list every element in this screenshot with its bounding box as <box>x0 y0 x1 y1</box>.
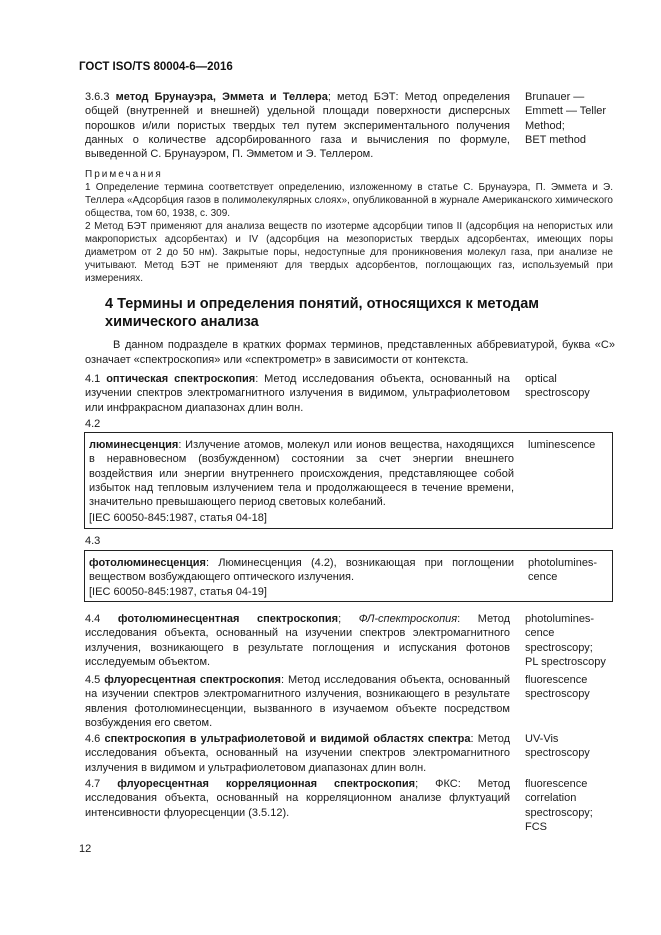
term-entry-4-7 <box>85 777 615 833</box>
term-name: флуоресцентная спектроскопия <box>104 674 281 686</box>
english-line: cence <box>528 571 558 584</box>
term-number: 4.4 <box>85 613 101 625</box>
page-number: 12 <box>79 843 92 855</box>
term-text: : Метод исследования объекта, основанный на изучении спектров электромагнитного излучения, возникающего в результате поглощения и испускания фотонов исследуемым объектом. <box>85 613 510 668</box>
term-text: ; метод БЭТ: Метод определения общей (внутренней и внешней) удельной площади поверхности дисперсных порошков и/или пористых твердых тел путем экспериментального получения данных о количестве адсорбированного газа и вычисления по формуле, выведенной С. Брунауэром, П. Эмметом и Э. Теллером. <box>85 91 510 161</box>
english-line: spectroscopy <box>525 747 590 760</box>
term-english <box>525 777 615 834</box>
term-number: 4.7 <box>85 778 101 790</box>
english-line: Method; <box>525 119 565 132</box>
term-definition <box>85 90 510 161</box>
term-definition <box>85 777 510 820</box>
notes-block <box>85 168 613 285</box>
english-line: spectroscopy <box>525 688 590 701</box>
term-definition <box>89 556 514 585</box>
note-2: 2 Метод БЭТ применяют для анализа веществ по изотерме адсорбции типов II (адсорбция на непористых или макропористых адсорбентах) и IV (адсорбция на мезопористых твердых адсорбентах, имеющих поры диаметром от 2 до 50 нм). Закрытые поры, недоступные для проникновения молекул газа, при анализе не учитывают. Метод БЭТ не применяют для твердых адсорбентов, поглощающих газ, используемый при измерениях. <box>85 221 613 284</box>
term-number: 4.1 <box>85 373 101 385</box>
english-line: photolumines- <box>525 613 595 625</box>
english-line: correlation <box>525 792 577 805</box>
term-entry-3-6-3 <box>85 90 615 161</box>
english-line: luminescence <box>528 439 596 451</box>
english-line: UV-Vis <box>525 733 559 745</box>
term-name: люминесценция <box>89 439 179 451</box>
term-entry-4-4 <box>85 612 615 669</box>
term-english <box>525 372 615 401</box>
term-number-4-3: 4.3 <box>85 535 101 547</box>
english-line: PL spectroscopy <box>525 655 606 668</box>
term-number: 4.6 <box>85 733 101 745</box>
term-definition <box>85 372 510 415</box>
section-title-line: 4 Термины и определения понятий, относящихся к методам <box>105 296 539 312</box>
term-definition <box>85 612 510 669</box>
english-line: fluorescence <box>525 674 588 686</box>
term-text: : Люминесценция (4.2), возникающая при поглощении веществом возбуждающего оптического излучения. <box>89 557 514 584</box>
notes-title: Примечания <box>85 169 163 180</box>
term-name: оптическая спектроскопия <box>106 373 256 385</box>
term-english <box>525 612 615 669</box>
term-english <box>525 90 615 147</box>
term-abbreviation: ФЛ-спектроскопия <box>358 613 458 625</box>
term-reference: [IEC 60050-845:1987, статья 04-19] <box>89 586 267 598</box>
term-text: ; ФКС: Метод исследования объекта, основанный на корреляционном анализе флуктуаций интенсивности флуоресценции (3.5.12). <box>85 778 510 819</box>
term-box-4-2 <box>84 432 613 529</box>
term-text: : Метод исследования объекта, основанный на изучении спектров электромагнитного излучения, возникающего в результате явления фотолюминесценции, вызванного в изучаемом объекте посредством возбуждения его светом. <box>85 674 510 729</box>
english-line: BET method <box>525 133 586 146</box>
english-line: Emmett — Teller <box>525 105 607 118</box>
section-title-line: химического анализа <box>105 314 259 330</box>
term-text: : Метод исследования объекта, основанный на изучении спектров электромагнитного излучения в видимом, ультрафиолетовом или инфракрасном диапазонах длин волн. <box>85 373 510 414</box>
term-english <box>525 732 615 761</box>
english-line: optical <box>525 373 557 385</box>
english-line: cence <box>525 627 555 640</box>
term-english <box>528 438 613 452</box>
section-intro <box>85 338 615 368</box>
english-line: spectroscopy; <box>525 806 593 819</box>
term-english <box>528 556 613 585</box>
term-text: : Излучение атомов, молекул или ионов вещества, находящихся в неравновесном (возбужденном) состоянии за счет энергии внешнего воздействия или энергии внутреннего происхождения, представляющее собой избыток над тепловым излучением тела и продолжающееся в течение времени, значительно превышающего период световых колебаний. <box>89 439 514 509</box>
section-title <box>105 295 539 331</box>
english-line: photolumines- <box>528 557 598 569</box>
english-line: spectroscopy <box>525 387 590 400</box>
term-definition <box>89 438 514 509</box>
term-name: спектроскопия в ультрафиолетовой и видимой областях спектра <box>104 733 471 745</box>
term-english <box>525 673 615 702</box>
english-line: FCS <box>525 820 547 833</box>
english-line: fluorescence <box>525 778 588 790</box>
term-reference: [IEC 60050-845:1987, статья 04-18] <box>89 512 267 524</box>
term-text: : Метод исследования объекта, основанный на изучении спектров электромагнитного излучения в видимом и ультрафиолетовом диапазонах длин волн. <box>85 733 510 774</box>
document-header: ГОСТ ISO/TS 80004-6—2016 <box>79 61 233 73</box>
term-entry-4-5 <box>85 673 615 730</box>
term-name: фотолюминесцентная спектроскопия <box>117 613 339 625</box>
term-entry-4-1 <box>85 372 615 415</box>
separator: ; <box>338 613 359 625</box>
term-number-4-2: 4.2 <box>85 418 101 430</box>
note-1: 1 Определение термина соответствует определению, изложенному в статье С. Брунауэра, П. Эммета и Э. Теллера «Адсорбция газов в полимолекулярных слоях», опубликованной в журнале Американского химического общества, том 60, 1938, с. 309. <box>85 182 613 219</box>
english-line: Brunauer — <box>525 91 585 103</box>
term-definition <box>85 732 510 775</box>
term-number: 4.5 <box>85 674 101 686</box>
term-box-4-3 <box>84 550 613 602</box>
term-definition <box>85 673 510 730</box>
intro-text: В данном подразделе в кратких формах терминов, представленных аббревиатурой, буква «С» означает «спектроскопия» или «спектрометр» в зависимости от контекста. <box>85 339 615 366</box>
term-name: метод Брунауэра, Эммета и Теллера <box>115 91 328 103</box>
term-name: фотолюминесценция <box>89 557 206 569</box>
term-number: 3.6.3 <box>85 91 110 103</box>
term-name: флуоресцентная корреляционная спектроскопия <box>117 778 416 790</box>
english-line: spectroscopy; <box>525 641 593 654</box>
term-entry-4-6 <box>85 732 615 775</box>
